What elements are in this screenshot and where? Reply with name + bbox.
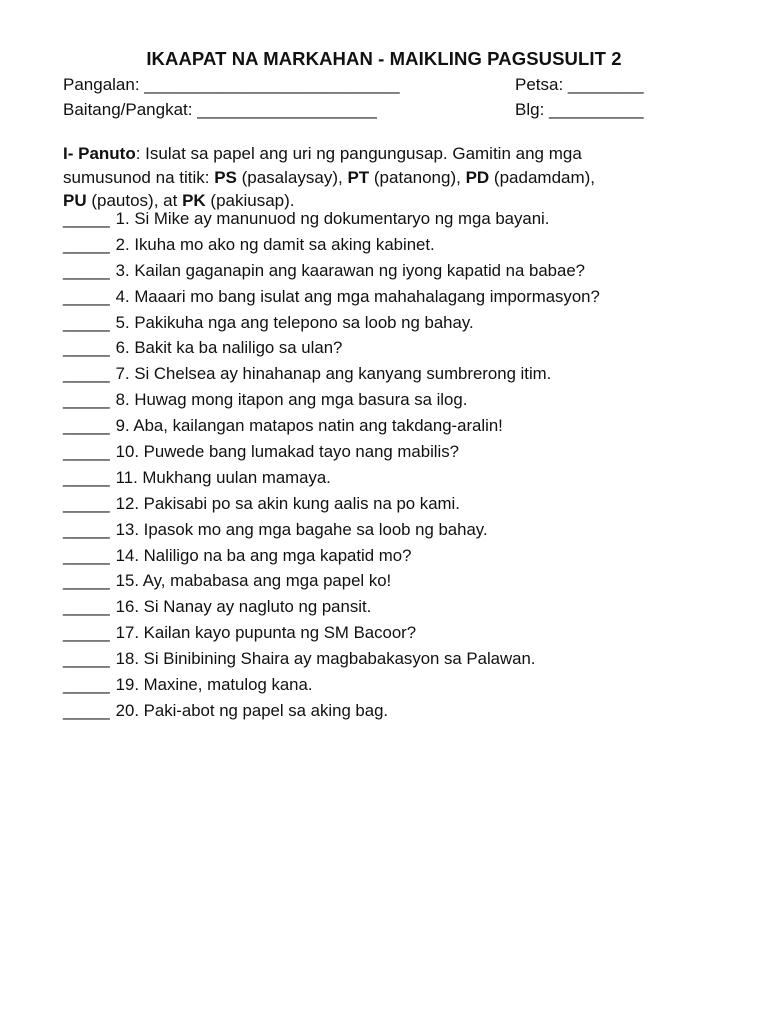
instructions-text: sumusunod na titik: <box>63 167 215 187</box>
code-pk: PK <box>182 191 206 210</box>
question-text: 3. Kailan gaganapin ang kaarawan ng iyong kapatid na babae? <box>115 260 585 280</box>
answer-blank: _____ <box>63 442 110 462</box>
question-item <box>63 568 600 594</box>
page-title: IKAAPAT NA MARKAHAN - MAIKLING PAGSUSULIT 2 <box>146 48 622 69</box>
code-ps-desc: (pasalaysay), <box>236 167 348 187</box>
question-text: 15. Ay, mababasa ang mga papel ko! <box>115 571 392 591</box>
question-item <box>63 646 600 672</box>
question-text: 14. Naliligo na ba ang mga kapatid mo? <box>115 545 412 565</box>
answer-blank: _____ <box>63 571 110 591</box>
question-item <box>63 439 600 465</box>
question-item <box>63 672 600 698</box>
question-text: 16. Si Nanay ay nagluto ng pansit. <box>115 597 372 617</box>
question-item <box>63 620 600 646</box>
code-pd-desc: (padamdam), <box>489 167 596 187</box>
question-item <box>63 698 600 724</box>
question-item <box>63 543 600 569</box>
question-item <box>63 284 600 310</box>
answer-blank: _____ <box>63 209 110 228</box>
question-text: 17. Kailan kayo pupunta ng SM Bacoor? <box>115 623 417 643</box>
answer-blank: _____ <box>63 700 110 720</box>
baitang-pangkat-field: Baitang/Pangkat: ___________________ <box>63 100 377 119</box>
code-pu: PU <box>63 191 87 210</box>
code-ps: PS <box>214 167 237 187</box>
answer-blank: _____ <box>63 649 110 669</box>
question-item <box>63 594 600 620</box>
answer-blank: _____ <box>63 338 110 358</box>
instructions-line-1 <box>63 142 713 166</box>
question-item <box>63 258 600 284</box>
question-text: 18. Si Binibining Shaira ay magbabakasyon sa Palawan. <box>115 649 536 669</box>
question-item <box>63 491 600 517</box>
question-text: 4. Maaari mo bang isulat ang mga mahahalagang impormasyon? <box>115 286 600 306</box>
question-text: 5. Pakikuha nga ang telepono sa loob ng bahay. <box>115 312 474 332</box>
code-pd: PD <box>465 167 490 187</box>
answer-blank: _____ <box>63 467 110 487</box>
question-item <box>63 206 600 232</box>
answer-blank: _____ <box>63 364 110 384</box>
answer-blank: _____ <box>63 416 110 436</box>
answer-blank: _____ <box>63 390 110 410</box>
question-text: 1. Si Mike ay manunuod ng dokumentaryo ng mga bayani. <box>115 209 550 228</box>
question-item <box>63 335 600 361</box>
answer-blank: _____ <box>63 597 110 617</box>
question-item <box>63 387 600 413</box>
question-text: 10. Puwede bang lumakad tayo nang mabilis? <box>115 442 459 462</box>
answer-blank: _____ <box>63 493 110 513</box>
code-pt: PT <box>347 167 370 187</box>
question-text: 20. Paki-abot ng papel sa aking bag. <box>115 700 389 720</box>
answer-blank: _____ <box>63 234 110 254</box>
code-pt-desc: (patanong), <box>369 167 466 187</box>
question-text: 2. Ikuha mo ako ng damit sa aking kabinet. <box>115 234 435 254</box>
blg-field: Blg: __________ <box>515 100 644 119</box>
pangalan-field: Pangalan: ___________________________ <box>63 75 400 94</box>
question-text: 12. Pakisabi po sa akin kung aalis na po kami. <box>115 493 460 513</box>
answer-blank: _____ <box>63 286 110 306</box>
question-item <box>63 310 600 336</box>
answer-blank: _____ <box>63 519 110 539</box>
answer-blank: _____ <box>63 545 110 565</box>
answer-blank: _____ <box>63 312 110 332</box>
question-text: 19. Maxine, matulog kana. <box>115 675 313 695</box>
question-text: 11. Mukhang uulan mamaya. <box>115 467 331 487</box>
question-text: 8. Huwag mong itapon ang mga basura sa ilog. <box>115 390 468 410</box>
question-text: 9. Aba, kailangan matapos natin ang takdang-aralin! <box>115 416 503 436</box>
question-item <box>63 413 600 439</box>
answer-blank: _____ <box>63 260 110 280</box>
question-list <box>63 206 600 724</box>
question-item <box>63 465 600 491</box>
instructions-line-2 <box>63 166 713 190</box>
petsa-field: Petsa: ________ <box>515 75 644 94</box>
question-text: 7. Si Chelsea ay hinahanap ang kanyang sumbrerong itim. <box>115 364 552 384</box>
question-item <box>63 361 600 387</box>
instructions-label: I- Panuto <box>63 144 136 163</box>
question-item <box>63 232 600 258</box>
question-item <box>63 517 600 543</box>
answer-blank: _____ <box>63 675 110 695</box>
question-text: 6. Bakit ka ba naliligo sa ulan? <box>115 338 343 358</box>
answer-blank: _____ <box>63 623 110 643</box>
code-pk-desc: (pakiusap). <box>205 191 295 210</box>
instructions <box>63 142 713 213</box>
question-text: 13. Ipasok mo ang mga bagahe sa loob ng bahay. <box>115 519 488 539</box>
code-pu-desc: (pautos), at <box>86 191 183 210</box>
instructions-text: : Isulat sa papel ang uri ng pangungusap. Gamitin ang mga <box>135 144 582 163</box>
